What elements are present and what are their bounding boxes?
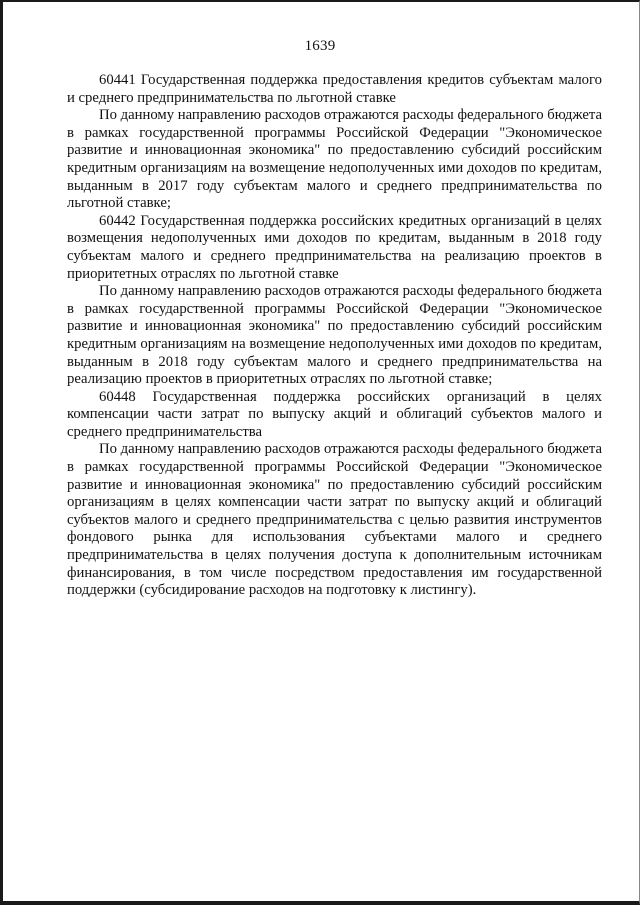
page-number: 1639 (304, 38, 336, 54)
section-60442-title: 60442 Государственная поддержка российских кредитных организаций в целях возмещения недополученных ими доходов по кредитам, выданным в 2018 году субъектам малого и среднего предпринимательства на реализацию проектов в приоритетных отраслях по льготной ставке (67, 212, 602, 282)
section-60448-description: По данному направлению расходов отражаются расходы федерального бюджета в рамках государственной программы Российской Федерации "Экономическое развитие и инновационная экономика" по предоставлению субсидий российским организациям в целях компенсации части затрат по выпуску акций и облигаций субъектов малого и среднего предпринимательства с целью развития инструментов фондового рынка для использования субъектами малого и среднего предпринимательства в целях получения доступа к дополнительным источникам финансирования, в том числе посредством предоставления им государственной поддержки (субсидирование расходов на подготовку к листингу). (67, 441, 602, 599)
document-body (67, 72, 602, 600)
section-60441-title: 60441 Государственная поддержка предоставления кредитов субъектам малого и среднего предпринимательства по льготной ставке (67, 72, 602, 106)
section-60441-description: По данному направлению расходов отражаются расходы федерального бюджета в рамках государственной программы Российской Федерации "Экономическое развитие и инновационная экономика" по предоставлению субсидий российским кредитным организациям на возмещение недополученных ими доходов по кредитам, выданным в 2017 году субъектам малого и среднего предпринимательства по льготной ставке; (67, 107, 602, 212)
section-60442-description: По данному направлению расходов отражаются расходы федерального бюджета в рамках государственной программы Российской Федерации "Экономическое развитие и инновационная экономика" по предоставлению субсидий российским кредитным организациям на возмещение недополученных ими доходов по кредитам, выданным в 2018 году субъектам малого и среднего предпринимательства на реализацию проектов в приоритетных отраслях по льготной ставке; (67, 283, 602, 388)
section-60448-title: 60448 Государственная поддержка российских организаций в целях компенсации части затрат по выпуску акций и облигаций субъектов малого и среднего предпринимательства (67, 388, 602, 440)
